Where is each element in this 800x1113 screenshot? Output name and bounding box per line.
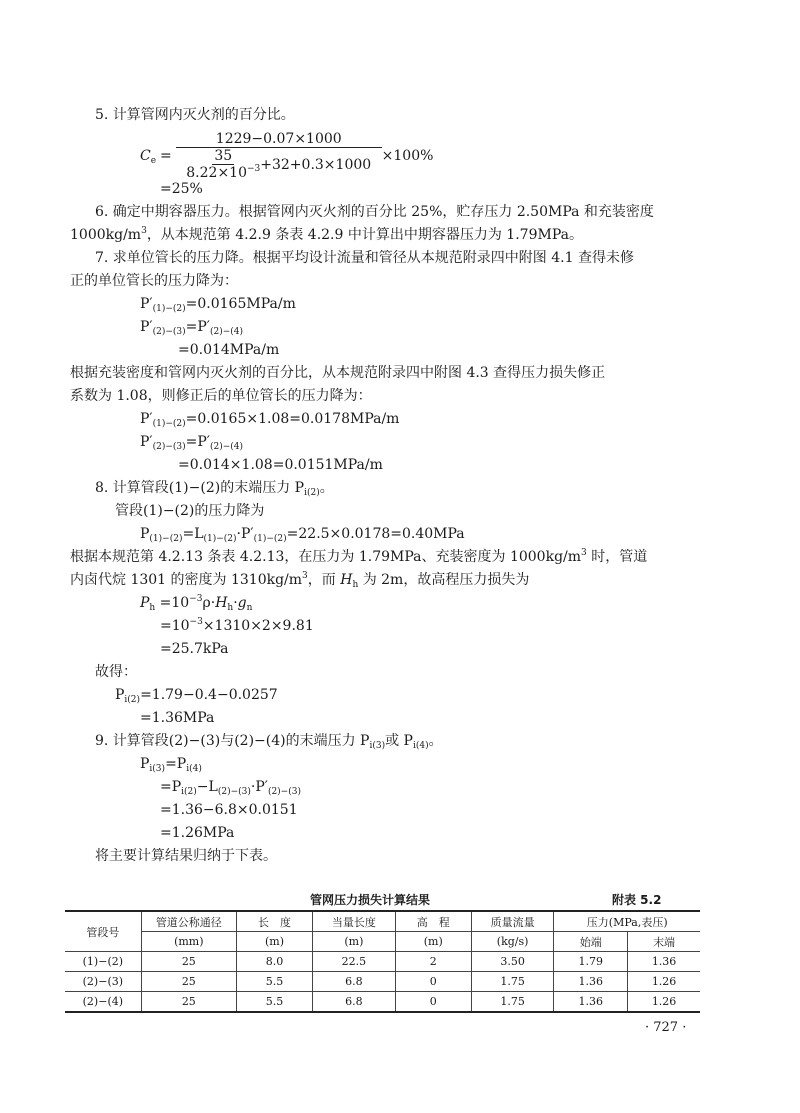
text-segment: 内卤代烷 1301 的密度为 1310kg/m	[70, 572, 303, 588]
text-line	[140, 753, 202, 776]
text-segment: 9. 计算管段(2)−(3)与(2)−(4)的末端压力 P	[95, 733, 370, 749]
text-segment: =10	[155, 595, 190, 611]
table-cell: (2)−(4)	[65, 992, 141, 1013]
results-table	[65, 910, 700, 1013]
text-segment: (2)−(3)	[267, 787, 301, 797]
text-line	[178, 339, 279, 362]
text-segment: 系数为 1.08，则修正后的单位管长的压力降为：	[70, 388, 372, 404]
text-segment: =0.0165MPa/m	[185, 296, 296, 312]
text-segment: ，而	[307, 572, 341, 588]
text-segment: =10	[160, 618, 190, 634]
text-segment: P	[140, 595, 150, 611]
text-segment: =0.0165×1.08=0.0178MPa/m	[185, 411, 400, 427]
text-segment: n	[246, 603, 253, 613]
text-segment: i(4)	[186, 764, 202, 774]
table-cell: 1.75	[471, 972, 554, 992]
text-segment: (1)−(2)	[203, 534, 237, 544]
text-segment: =1.26MPa	[160, 825, 235, 841]
text-segment: i(4)	[412, 741, 429, 751]
text-line	[95, 845, 277, 868]
text-line	[160, 638, 229, 661]
text-line	[140, 592, 252, 615]
text-line	[140, 431, 243, 454]
table-cell: 6.8	[313, 972, 396, 992]
text-segment: i(2)	[124, 695, 141, 705]
text-line	[160, 776, 301, 799]
text-line	[95, 661, 137, 684]
table-cell: 1.79	[554, 952, 628, 972]
text-line	[70, 546, 647, 569]
text-line	[140, 523, 465, 546]
text-segment: 6. 确定中期容器压力。根据管网内灭火剂的百分比 25%，贮存压力 2.50MPa 和充装密度	[95, 204, 654, 220]
text-segment: 根据本规范第 4.2.13 条表 4.2.13，在压力为 1.79MPa、充装密度为 1000kg/m	[70, 549, 582, 565]
page-number: · 727 ·	[645, 1020, 687, 1035]
table-cell: (2)−(3)	[65, 972, 141, 992]
table-cell: 5.5	[236, 992, 312, 1013]
text-segment: 3	[141, 226, 147, 236]
text-segment: h	[149, 603, 156, 613]
text-segment: P′	[140, 434, 153, 450]
text-segment: (2)−(3)	[152, 327, 186, 337]
percentage-formula: $C_e$ = 1229−0.07×1000 35 $8.22\times 10^{-3}$ +32+0.3×1000 ×100% =25%	[140, 131, 434, 197]
text-segment: ，从本规范第 4.2.9 条表 4.2.9 中计算出中期容器压力为 1.79MPa。	[146, 227, 583, 243]
text-segment: 3	[581, 548, 587, 558]
text-segment: P′	[140, 319, 153, 335]
text-line	[115, 684, 278, 707]
text-line	[115, 500, 264, 523]
text-segment: −3	[189, 617, 203, 627]
text-segment: 将主要计算结果归纳于下表。	[95, 848, 277, 864]
table-cell: (1)−(2)	[65, 952, 141, 972]
text-segment: =L	[182, 526, 204, 542]
text-line	[178, 454, 383, 477]
text-line	[140, 293, 296, 316]
text-segment: ×1310×2×9.81	[202, 618, 314, 634]
text-segment: 8. 计算管段(1)−(2)的末端压力 P	[95, 480, 305, 496]
table-cell: 8.0	[236, 952, 312, 972]
text-segment: g	[237, 595, 247, 611]
text-segment: P	[140, 526, 150, 542]
main-fraction	[176, 131, 382, 181]
text-line	[95, 201, 654, 224]
text-line	[95, 247, 634, 270]
table-cell: 1.75	[471, 992, 554, 1013]
table-number: 附表 5.2	[612, 893, 662, 907]
text-segment: −3	[189, 594, 203, 604]
section-5-heading: 5. 计算管网内灭火剂的百分比。	[95, 107, 295, 123]
text-segment: =P′	[185, 434, 210, 450]
table-cell: 3.50	[471, 952, 554, 972]
text-segment: ρ·	[202, 595, 216, 611]
table-row	[65, 972, 700, 992]
text-segment: =P	[165, 756, 187, 772]
text-segment: 或 P	[385, 733, 413, 749]
text-segment: 根据充装密度和管网内灭火剂的百分比，从本规范附录四中附图 4.3 查得压力损失修正	[70, 365, 606, 381]
text-segment: (1)−(2)	[149, 534, 183, 544]
text-segment: 。	[319, 480, 334, 496]
text-segment: =0.014MPa/m	[178, 342, 280, 358]
text-segment: 管段(1)−(2)的压力降为	[115, 503, 265, 519]
text-segment: 7. 求单位管长的压力降。根据平均设计流量和管径从本规范附录四中附图 4.1 查得未修	[95, 250, 634, 266]
text-segment: ·	[233, 595, 238, 611]
text-line	[70, 385, 372, 408]
text-segment: (1)−(2)	[152, 419, 186, 429]
table-cell: 25	[141, 992, 236, 1013]
text-segment: H	[340, 572, 353, 588]
text-segment: i(2)	[304, 488, 320, 498]
table-cell: 25	[141, 972, 236, 992]
text-segment: 故得：	[95, 664, 137, 680]
text-segment: P′	[140, 411, 153, 427]
table-cell: 1.36	[628, 952, 700, 972]
text-segment: =P	[160, 779, 182, 795]
table-header-row-units: (mm) (m) (m) (m) (kg/s) 始端 末端	[65, 932, 700, 952]
formula-result: =25%	[160, 181, 203, 197]
table-title: 管网压力损失计算结果	[310, 893, 431, 907]
text-segment: 正的单位管长的压力降为：	[70, 273, 238, 289]
text-line	[70, 569, 529, 592]
table-cell: 0	[395, 992, 471, 1013]
table-cell: 1.26	[628, 972, 700, 992]
text-segment: 时，管道	[586, 549, 648, 565]
text-segment: ·P′	[236, 526, 254, 542]
text-segment: =25.7kPa	[160, 641, 229, 657]
text-segment: =0.014×1.08=0.0151MPa/m	[178, 457, 383, 473]
text-segment: 。	[428, 733, 443, 749]
formula-lhs: $C_e$	[140, 148, 157, 166]
text-segment: h	[352, 580, 359, 590]
text-segment: =P′	[185, 319, 210, 335]
text-segment: 3	[302, 571, 308, 581]
table-row	[65, 992, 700, 1013]
text-line	[160, 822, 234, 845]
table-cell: 25	[141, 952, 236, 972]
text-line	[70, 224, 583, 247]
text-segment: −L	[196, 779, 218, 795]
text-segment: =1.79−0.4−0.0257	[140, 687, 278, 703]
text-line	[70, 270, 238, 293]
text-line	[95, 477, 334, 500]
text-line	[140, 316, 243, 339]
text-segment: (1)−(2)	[253, 534, 287, 544]
text-line	[140, 707, 214, 730]
text-segment: 为 2m，故高程压力损失为	[358, 572, 530, 588]
table-cell: 5.5	[236, 972, 312, 992]
numerator: 1229−0.07×1000	[176, 131, 382, 148]
table-row	[65, 952, 700, 972]
text-segment: h	[227, 603, 234, 613]
text-segment: (2)−(3)	[152, 442, 186, 452]
table-cell: 1.26	[628, 992, 700, 1013]
text-segment: (2)−(4)	[210, 327, 244, 337]
table-cell: 22.5	[313, 952, 396, 972]
text-segment: i(3)	[369, 741, 386, 751]
text-segment: (2)−(3)	[217, 787, 251, 797]
text-line	[70, 362, 605, 385]
text-segment: =1.36MPa	[140, 710, 215, 726]
text-segment: (1)−(2)	[152, 304, 186, 314]
table-cell: 0	[395, 972, 471, 992]
text-segment: P	[140, 756, 150, 772]
text-line	[140, 408, 399, 431]
table-cell: 1.36	[554, 992, 628, 1013]
table-cell: 2	[395, 952, 471, 972]
text-line	[160, 615, 314, 638]
text-segment: i(3)	[149, 764, 166, 774]
text-segment: =22.5×0.0178=0.40MPa	[286, 526, 465, 542]
text-segment: 1000kg/m	[70, 227, 142, 243]
text-segment: P	[115, 687, 125, 703]
table-cell: 6.8	[313, 992, 396, 1013]
denominator: 35 $8.22\times 10^{-3}$ +32+0.3×1000	[186, 148, 372, 181]
text-segment: =1.36−6.8×0.0151	[160, 802, 298, 818]
table-header-row: 管段号 管道公称通径 长 度 当量长度 高 程 质量流量 压力(MPa,表压)	[65, 911, 700, 932]
text-segment: (2)−(4)	[210, 442, 244, 452]
text-line	[95, 730, 443, 753]
text-segment: ·P′	[250, 779, 268, 795]
table-cell: 1.36	[554, 972, 628, 992]
text-segment: P′	[140, 296, 153, 312]
text-segment: i(2)	[181, 787, 197, 797]
text-line	[160, 799, 298, 822]
text-segment: H	[215, 595, 228, 611]
